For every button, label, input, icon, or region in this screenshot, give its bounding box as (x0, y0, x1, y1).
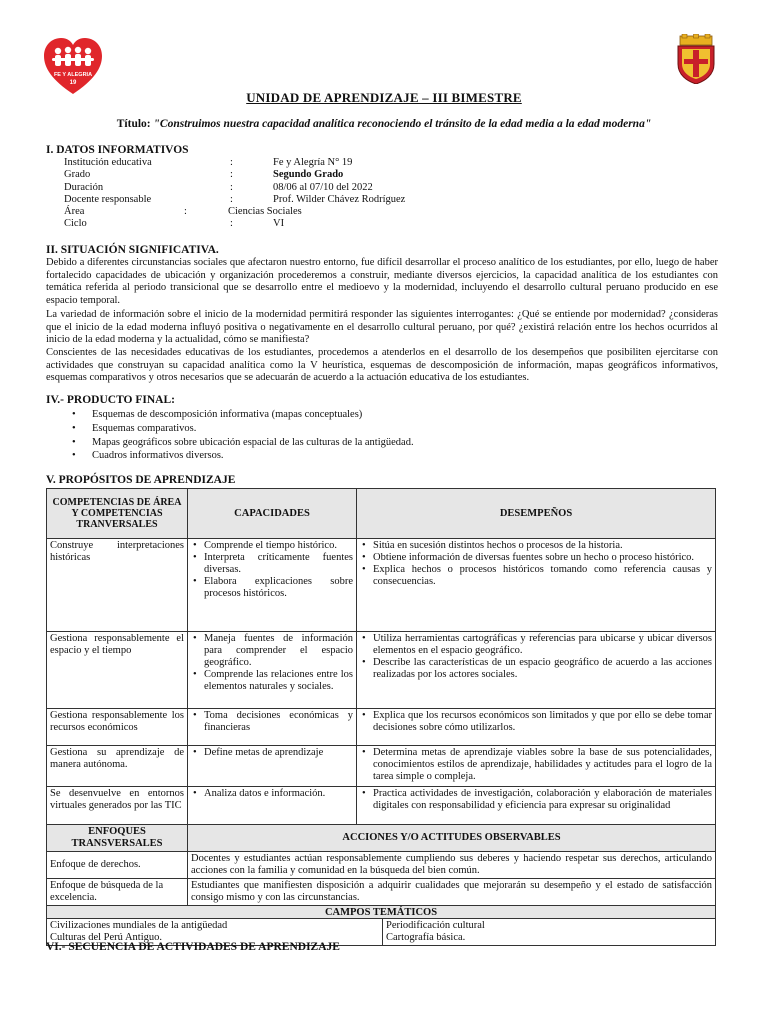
info-value: Fe y Alegría N° 19 (273, 157, 353, 168)
enfoque-name: Enfoque de búsqueda de la excelencia. (47, 879, 188, 906)
propositos-table (46, 488, 716, 946)
header-campos: CAMPOS TEMÁTICOS (47, 906, 716, 919)
enfoque-text: Docentes y estudiantes actúan responsablemente cumpliendo sus deberes y haciendo respetar sus derechos, articulando acciones con la familia y comunidad en la búsqueda del bien común. (188, 852, 716, 879)
enfoque-name: Enfoque de derechos. (47, 852, 188, 879)
desempeno-item: • Sitúa en sucesión distintos hechos o procesos de la historia. (360, 540, 712, 552)
capacidades-cell (188, 787, 357, 825)
desempeno-item: • Utiliza herramientas cartográficas y referencias para ubicarse y ubicar diversos elementos en el espacio geográfico. (360, 633, 712, 657)
capacidad-item: • Comprende las relaciones entre los elementos naturales y sociales. (191, 669, 353, 693)
situacion-paragraph-1: Debido a diferentes circunstancias sociales que afectaron nuestro entorno, fue difícil desarrollar el proceso analítico de los estudiantes, por ello, luego de haber fortalecido capacidades de ubicación y organización procederemos a construir, mediante diversos ejercicios, la capacidad analítica de los estudiantes con temática referida al periodo transicional que se desarrollo entre el medioevo y la modernidad, incluyendo el desarrollo cultural peruano producido en ese espacio temporal. (46, 257, 718, 306)
competencia-cell: Se desenvuelve en entornos virtuales generados por las TIC (47, 787, 188, 825)
producto-list (72, 409, 414, 464)
competencia-cell: Gestiona su aprendizaje de manera autónoma. (47, 746, 188, 787)
capacidad-item: • Comprende el tiempo histórico. (191, 540, 353, 552)
situacion-paragraph-3: Conscientes de las necesidades educativas de los estudiantes, procedemos a atenderlos en el desarrollo de los desempeños que posibiliten ejercitarse con actividades que construyan su capacidad analítica como la V heurística, esquemas de descomposición de información, mapas geográficos informativos, esquemas comparativos y otros necesarios que se adecuarán de acuerdo a la actuación educativa de los estudiantes. (46, 347, 718, 383)
capacidades-cell (188, 632, 357, 709)
enfoques-header-row (47, 825, 716, 852)
desempeno-item: • Practica actividades de investigación, colaboración y elaboración de materiales digitales con responsabilidad y eficiencia para expresar su originalidad (360, 788, 712, 812)
section-secuencia-heading: VI.- SECUENCIA DE ACTIVIDADES DE APRENDIZAJE (46, 941, 340, 953)
info-key: Docente responsable (64, 193, 152, 205)
section-propositos-heading: V. PROPÓSITOS DE APRENDIZAJE (46, 474, 236, 486)
enfoque-row (47, 879, 716, 906)
fe-y-alegria-logo (42, 36, 104, 96)
competencia-cell: Gestiona responsablemente el espacio y el tiempo (47, 632, 188, 709)
capacidad-item: • Interpreta críticamente fuentes diversas. (191, 552, 353, 576)
info-value: VI (273, 218, 285, 230)
coat-of-arms-shield (676, 34, 716, 84)
svg-text:FE Y ALEGRIA: FE Y ALEGRIA (53, 72, 93, 78)
desempeno-item: • Determina metas de aprendizaje viables sobre la base de sus potencialidades, conocimientos estilos de aprendizaje, habilidades y actitudes para el logro de la tarea simple o compleja. (360, 747, 712, 783)
campos-header-row (47, 906, 716, 919)
document-title: UNIDAD DE APRENDIZAJE – III BIMESTRE (246, 90, 522, 105)
header-capacidades: CAPACIDADES (188, 489, 357, 539)
info-value: Prof. Wilder Chávez Rodríguez (273, 193, 406, 205)
table-header-row (47, 489, 716, 539)
info-colon: : (230, 157, 233, 168)
capacidad-item: • Analiza datos e información. (191, 788, 353, 800)
table-row (47, 632, 716, 709)
header-competencias: COMPETENCIAS DE ÁREA Y COMPETENCIAS TRANVERSALES (47, 489, 188, 539)
capacidad-item: • Maneja fuentes de información para comprender el espacio geográfico. (191, 633, 353, 669)
info-colon: : (230, 193, 233, 205)
header-acciones: ACCIONES Y/O ACTITUDES OBSERVABLES (188, 825, 716, 852)
info-key: Duración (64, 181, 104, 193)
header-enfoques: ENFOQUES TRANSVERSALES (47, 825, 188, 852)
section-producto-heading: IV.- PRODUCTO FINAL: (46, 394, 175, 406)
competencia-cell: Gestiona responsablemente los recursos económicos (47, 709, 188, 746)
list-item: • Esquemas comparativos. (72, 423, 414, 437)
section-situacion-heading: II. SITUACIÓN SIGNIFICATIVA. (46, 244, 219, 256)
header-desempenos: DESEMPEÑOS (357, 489, 716, 539)
desempenos-cell (357, 746, 716, 787)
desempenos-cell (357, 787, 716, 825)
capacidades-cell (188, 539, 357, 632)
situacion-paragraph-2: La variedad de información sobre el inicio de la modernidad permitirá responder las siguientes interrogantes: ¿Qué se entiende por modernidad? ¿consideras que el inicio de la edad moderna influyó positiva o negativamente en el desarrollo cultural peruano, por qué? ¿existirá relación entre los hechos ocurridos al inicio de la edad moderna y la actualidad, cómo se manifiesta? (46, 309, 718, 345)
info-key: Institución educativa (64, 157, 152, 168)
section-datos-heading: I. DATOS INFORMATIVOS (46, 144, 189, 156)
info-colon: : (230, 218, 233, 230)
competencia-cell: Construye interpretaciones históricas (47, 539, 188, 632)
desempeno-item: • Explica que los recursos económicos son limitados y que por ello se debe tomar decisiones sobre cómo utilizarlos. (360, 710, 712, 734)
campo-item: Civilizaciones mundiales de la antigüedad (50, 920, 228, 931)
capacidad-item: • Define metas de aprendizaje (191, 747, 353, 759)
info-value: Ciencias Sociales (228, 206, 302, 218)
subtitle-label: Título: (116, 118, 151, 130)
svg-text:19: 19 (69, 80, 77, 86)
desempenos-cell (357, 632, 716, 709)
info-value: Segundo Grado (273, 169, 344, 181)
list-item: • Esquemas de descomposición informativa (mapas conceptuales) (72, 409, 414, 423)
info-value: 08/06 al 07/10 del 2022 (273, 181, 373, 193)
capacidad-item: • Elabora explicaciones sobre procesos históricos. (191, 576, 353, 600)
desempenos-cell (357, 709, 716, 746)
table-row (47, 787, 716, 825)
capacidades-cell (188, 746, 357, 787)
capacidades-cell (188, 709, 357, 746)
desempenos-cell (357, 539, 716, 632)
unit-subtitle (0, 118, 768, 131)
desempeno-item: • Describe las características de un espacio geográfico de acuerdo a las acciones realizadas por los actores sociales. (360, 657, 712, 681)
campo-item: Cartografía básica. (386, 932, 466, 943)
info-key: Área (64, 206, 85, 218)
table-row (47, 746, 716, 787)
info-key: Grado (64, 169, 91, 181)
subtitle-text: "Construimos nuestra capacidad analítica reconociendo el tránsito de la edad media a la edad moderna" (153, 118, 652, 130)
desempeno-item: • Obtiene información de diversas fuentes sobre un hecho o proceso histórico. (360, 552, 712, 564)
campo-item: Periodificación cultural (386, 920, 485, 931)
capacidad-item: • Toma decisiones económicas y financieras (191, 710, 353, 734)
campo-item: Culturas del Perú Antiguo. (50, 932, 162, 943)
desempeno-item: • Explica hechos o procesos históricos tomando como referencia causas y consecuencias. (360, 564, 712, 588)
list-item: • Mapas geográficos sobre ubicación espacial de las culturas de la antigüedad. (72, 437, 414, 451)
table-row (47, 709, 716, 746)
info-colon: : (184, 206, 187, 218)
info-colon: : (230, 169, 233, 181)
table-row (47, 539, 716, 632)
enfoque-text: Estudiantes que manifiesten disposición a adquirir cualidades que mejorarán su desempeño y el estado de satisfacción consigo mismo y con las circunstancias. (188, 879, 716, 906)
list-item: • Cuadros informativos diversos. (72, 450, 414, 464)
enfoque-row (47, 852, 716, 879)
info-key: Ciclo (64, 218, 87, 230)
info-colon: : (230, 181, 233, 193)
